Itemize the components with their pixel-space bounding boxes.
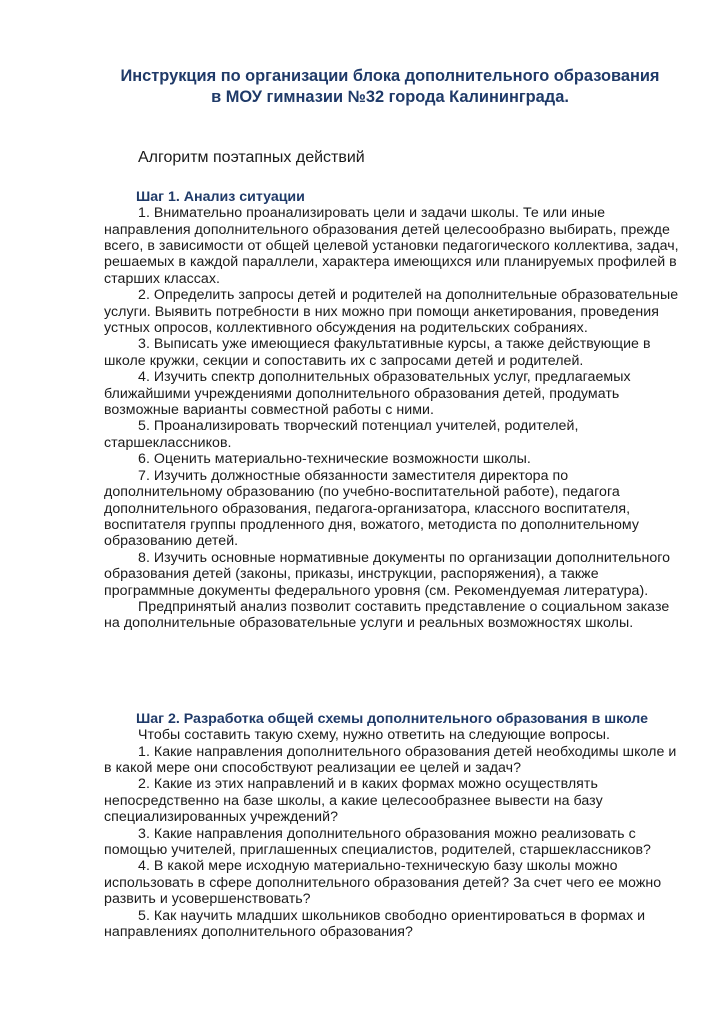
title-line-1: Инструкция по организации блока дополнительного образования <box>120 67 660 85</box>
step1-paragraph: 7. Изучить должностные обязанности заместителя директора по дополнительному образованию (по учебно-воспитательной работе), педагога дополнительного образования, педагога-организатора, классного воспитателя, воспитателя группы продленного дня, вожатого, методиста по дополнительному образованию детей. <box>104 467 640 550</box>
step1-paragraph: Предпринятый анализ позволит составить представление о социальном заказе на дополнительные образовательные услуги и реальных возможностях школы. <box>104 598 670 632</box>
step1-section <box>104 189 684 632</box>
step2-paragraph: 1. Какие направления дополнительного образования детей необходимы школе и в какой мере они способствуют реализации ее целей и задач? <box>104 743 677 777</box>
step1-heading: Шаг 1. Анализ ситуации <box>136 189 305 205</box>
step1-paragraph: 4. Изучить спектр дополнительных образовательных услуг, предлагаемых ближайшими учреждениями дополнительного образования детей, продумать возможные варианты совместной работы с ними. <box>104 369 631 419</box>
step2-heading: Шаг 2. Разработка общей схемы дополнительного образования в школе <box>136 711 649 727</box>
step2-paragraph: Чтобы составить такую схему, нужно ответить на следующие вопросы. <box>138 727 611 744</box>
title-line-2: в МОУ гимназии №32 города Калининграда. <box>211 88 569 106</box>
step1-paragraph: 2. Определить запросы детей и родителей на дополнительные образовательные услуги. Выявить потребности в них можно при помощи анкетирования, проведения устных опросов, коллективного обсуждения на родительских собраниях. <box>104 287 679 337</box>
step1-paragraph: 5. Проанализировать творческий потенциал учителей, родителей, старшеклассников. <box>104 418 579 451</box>
document-title <box>90 66 690 108</box>
step2-paragraph: 5. Как научить младших школьников свободно ориентироваться в формах и направлениях дополнительного образования? <box>104 907 646 941</box>
step2-paragraph: 4. В какой мере исходную материально-техническую базу школы можно использовать в сфере дополнительного образования детей? За счет чего ее можно развить и усовершенствовать? <box>104 858 662 908</box>
step1-paragraph: 6. Оценить материально-технические возможности школы. <box>138 451 531 468</box>
step1-paragraph: 3. Выписать уже имеющиеся факультативные курсы, а также действующие в школе кружки, секции и сопоставить их с запросами детей и родителей. <box>104 336 651 369</box>
step2-paragraph: 2. Какие из этих направлений и в каких формах можно осуществлять непосредственно на базе школы, а какие целесообразнее вывести на базу специализированных учреждений? <box>104 776 603 826</box>
step2-section <box>104 711 684 940</box>
document-subtitle: Алгоритм поэтапных действий <box>138 149 365 166</box>
step2-paragraph: 3. Какие направления дополнительного образования можно реализовать с помощью учителей, приглашенных специалистов, родителей, старшеклассников? <box>104 825 651 859</box>
step1-paragraph: 1. Внимательно проанализировать цели и задачи школы. Те или иные направления дополнительного образования детей целесообразно выбирать, прежде всего, в зависимости от общей целевой установки педагогического коллектива, задач, решаемых в каждой параллели, характера имеющихся или планируемых профилей в старших классах. <box>104 205 679 287</box>
step1-paragraph: 8. Изучить основные нормативные документы по организации дополнительного образования детей (законы, приказы, инструкции, распоряжения), а также программные документы федерального уровня (см. Рекомендуемая литература). <box>104 549 671 599</box>
